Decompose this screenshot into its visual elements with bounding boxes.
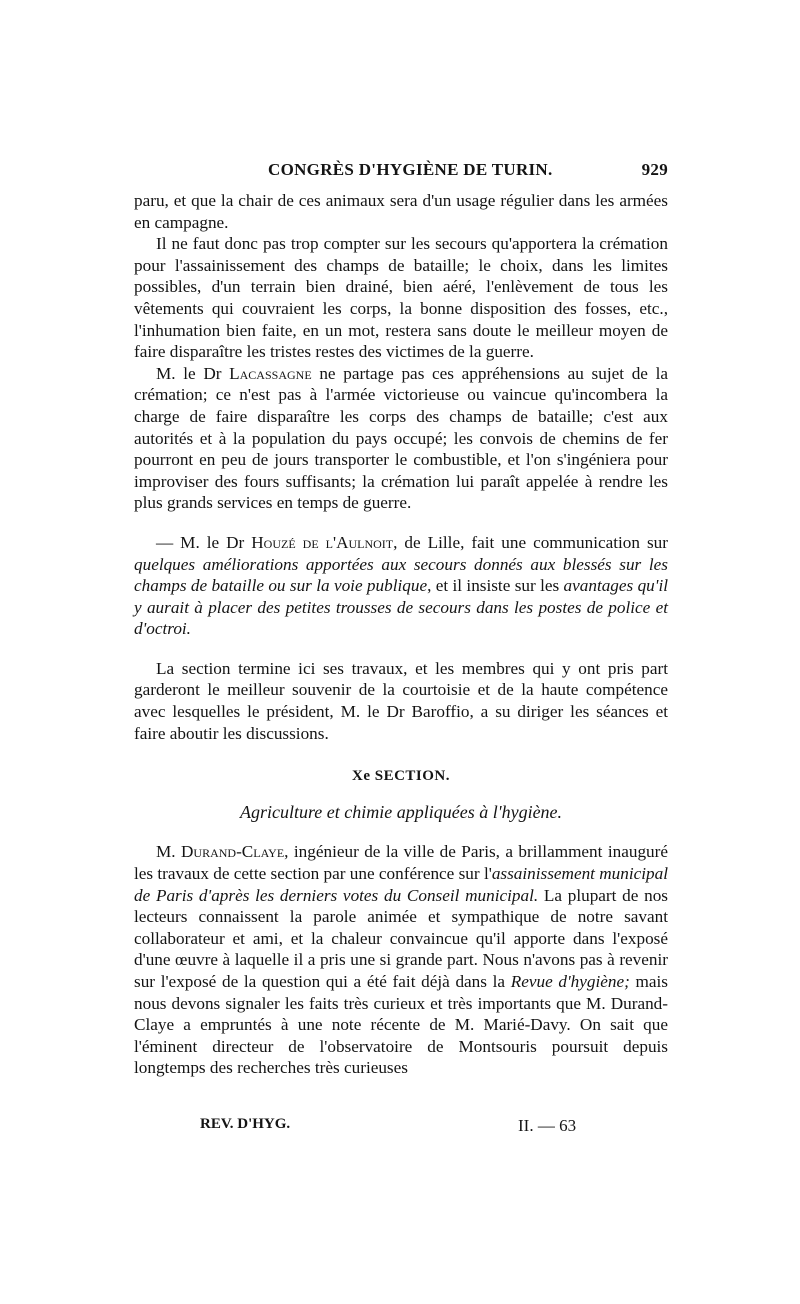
paragraph-text: ne partage pas ces appréhensions au sujet de la crémation; ce n'est pas à l'armée victorieuse ou vaincue qu'incombera la charge de faire disparaître les corps des champs de bataille; c'est aux autorités et à la population du pays occupé; les convois de chemins de fer pourront en peu de jours transporter le combustible, et l'on s'ingéniera pour improviser des fours suffisants; la crémation lui paraît appelée à rendre les plus grands services en temps de guerre. bbox=[134, 363, 668, 513]
paragraph-houze bbox=[134, 532, 668, 640]
body-text bbox=[134, 190, 668, 1079]
italic-title: assainissement municipal de Paris d'après les derniers votes du Conseil municipal. bbox=[134, 864, 668, 905]
footer-sheet-number: II. — 63 bbox=[518, 1116, 577, 1135]
paragraph-durand-claye bbox=[134, 841, 668, 1079]
speaker-prefix: M. bbox=[156, 842, 181, 862]
paragraph-cremation-limits: Il ne faut donc pas trop compter sur les secours qu'apportera la crémation pour l'assainissement des champs de bataille; le choix, dans les limites possibles, d'un terrain bien drainé, bien aéré, l'enlèvement de tous les vêtements qui couvraient les corps, la bonne disposition des fosses, etc., l'inhumation bien faite, en un mot, restera sans doute le meilleur moyen de faire disparaître les tristes restes des victimes de la guerre. bbox=[134, 234, 668, 362]
paragraph-text: , de Lille, fait une communication sur bbox=[393, 532, 668, 552]
page-number: 929 bbox=[641, 160, 668, 179]
paragraph-text: , et il insiste sur les bbox=[427, 576, 564, 596]
paragraph-section-closing: La section termine ici ses travaux, et les membres qui y ont pris part garderont le meilleur souvenir de la courtoisie et de la haute compétence avec lesquelles le président, M. le Dr Baroffio, a su diriger les séances et faire aboutir les discussions. bbox=[134, 658, 668, 743]
italic-journal: Revue d'hygiène; bbox=[510, 972, 630, 991]
paragraph-text: mais nous devons signaler les faits très curieux et très importants que M. Durand-Claye a empruntés à une note récente de M. Marié-Davy. On sait que l'éminent directeur de l'observatoire de Montsouris poursuit depuis longtemps des recherches très curieuses bbox=[134, 972, 668, 1078]
paragraph-text: , ingénieur de la ville de Paris, a brillamment inauguré les travaux de cette section par une conférence sur l' bbox=[134, 842, 668, 884]
italic-title: quelques améliorations apportées aux secours donnés aux blessés sur les champs de bataille ou sur la voie publique bbox=[134, 554, 668, 596]
section-subtitle: Agriculture et chimie appliquées à l'hygiène. bbox=[239, 801, 563, 822]
speaker-name: Lacassagne bbox=[229, 363, 312, 383]
paragraph-continuation: paru, et que la chair de ces animaux sera d'un usage régulier dans les armées en campagne. bbox=[134, 191, 668, 232]
paragraph-lacassagne bbox=[134, 363, 668, 514]
paragraph-text: La plupart de nos lecteurs connaissent la parole animée et sympathique de notre savant collaborateur et ami, et la chaleur convaincue qu'il apporte dans l'exposé d'une œuvre à laquelle il a pris une si grande part. Nous n'avons pas à revenir sur l'exposé de la question qui a été fait déjà dans la bbox=[134, 885, 668, 991]
speaker-name: Houzé de l'Aulnoit bbox=[251, 532, 394, 552]
speaker-name: Durand-Claye bbox=[181, 842, 285, 862]
speaker-prefix: M. le Dr bbox=[156, 363, 230, 383]
footer-signature: REV. D'HYG. bbox=[200, 1116, 291, 1132]
section-heading: Xe SECTION. bbox=[351, 768, 450, 785]
running-title: CONGRÈS D'HYGIÈNE DE TURIN. bbox=[268, 160, 553, 179]
italic-phrase: avantages qu'il y aurait à placer des petites trousses de secours dans les postes de police et d'octroi. bbox=[134, 576, 668, 639]
speaker-prefix: — M. le Dr bbox=[156, 532, 252, 552]
